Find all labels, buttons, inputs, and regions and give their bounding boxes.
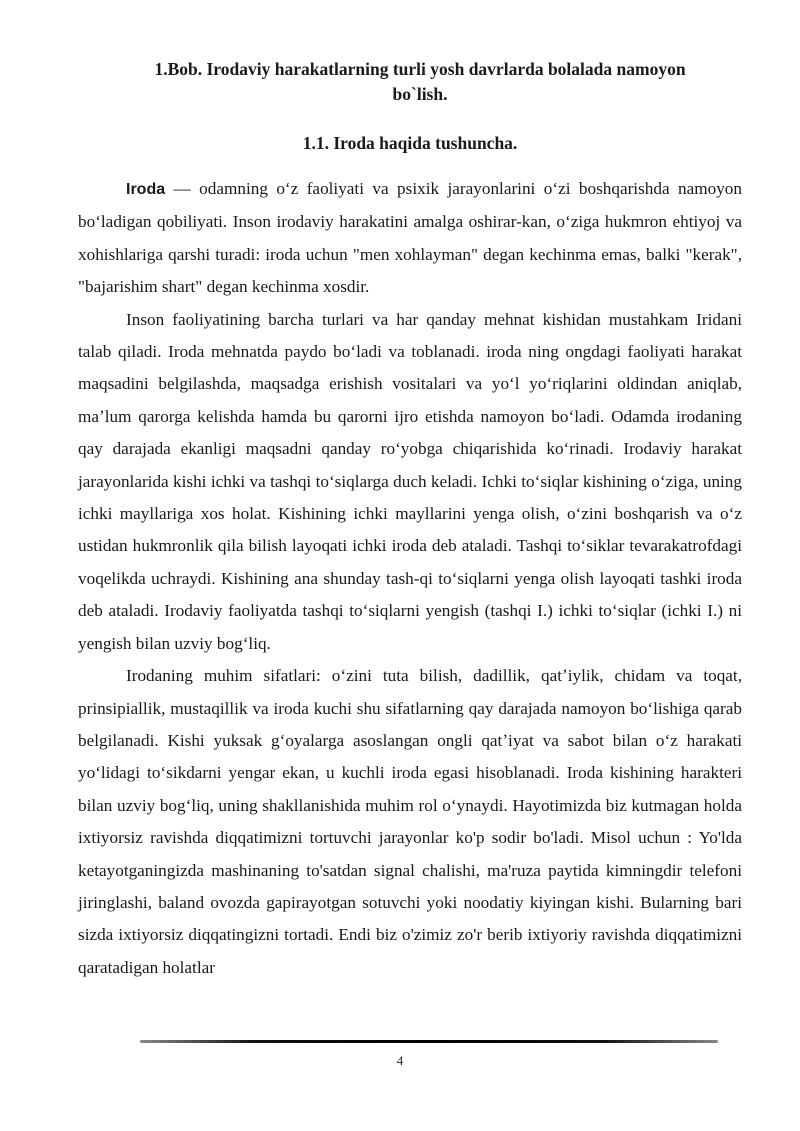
paragraph-3: Irodaning muhim sifatlari: oʻzini tuta bilish, dadillik, qatʼiylik, chidam va toqat, prinsipiallik, mustaqillik va iroda kuchi shu sifatlarning qay darajada namoyon boʻlishiga qarab belgilanadi. Kishi yuksak gʻoyalarga asoslangan ongli qatʼiyat va sabot bilan oʻz harakati yoʻlidagi toʻsikdarni yengar ekan, u kuchli iroda egasi hisoblanadi. Iroda kishining harakteri bilan uzviy bogʻliq, uning shakllanishida muhim rol oʻynaydi. Hayotimizda biz kutmagan holda ixtiyorsiz ravishda diqqatimizni tortuvchi jarayonlar ko'p sodir bo'ladi. Misol uchun : Yo'lda ketayotganingizda mashinaning to'satdan signal chalishi, ma'ruza paytida kimningdir telefoni jiringlashi, baland ovozda gapirayotgan sotuvchi yoki noodatiy kiyingan kishi. Bularning bari sizda ixtiyorsiz diqqatingizni tortadi. Endi biz o'zimiz zo'r berib ixtiyoriy ravishda diqqatimizni qaratadigan holatlar <box>78 666 742 977</box>
chapter-title-line-2: bo`lish. <box>392 84 448 104</box>
page-number: 4 <box>396 1053 404 1068</box>
paragraph-1-text: — odamning oʻz faoliyati va psixik jarayonlarini oʻzi boshqarishda namoyon boʻladigan qobiliyati. Inson irodaviy harakatini amalga oshirar-kan, oʻziga hukmron ehtiyoj va xohishlariga qarshi turadi: iroda uchun "men xohlayman" degan kechinma emas, balki "kerak", "bajarishim shart" degan kechinma xosdir. <box>78 179 742 297</box>
footer-rule <box>140 1040 718 1043</box>
chapter-title <box>100 57 740 107</box>
body-text <box>78 173 742 984</box>
chapter-title-line-1: 1.Bob. Irodaviy harakatlarning turli yosh davrlarda bolalada namoyon <box>154 59 686 79</box>
paragraph-2: Inson faoliyatining barcha turlari va har qanday mehnat kishidan mustahkam Iridani talab qiladi. Iroda mehnatda paydo boʻladi va toblanadi. iroda ning ongdagi faoliyati harakat maqsadini belgilashda, maqsadga erishish vositalari va yoʻl yoʻriqlarini oldindan aniqlab, maʼlum qarorga kelishda hamda bu qarorni ijro etishda namoyon boʻladi. Odamda irodaning qay darajada ekanligi maqsadni qanday roʻyobga chiqarishida koʻrinadi. Irodaviy harakat jarayonlarida kishi ichki va tashqi toʻsiqlarga duch keladi. Ichki toʻsiqlar kishining oʻziga, uning ichki mayllariga xos holat. Kishining ichki mayllarini yenga olish, oʻzini boshqarish va oʻz ustidan hukmronlik qila bilish layoqati ichki iroda deb ataladi. Tashqi toʻsiklar tevarakatrofdagi voqelikda uchraydi. Kishining ana shunday tash-qi toʻsiqlarni yenga olish layoqati tashki iroda deb ataladi. Irodaviy faoliyatda tashqi toʻsiqlarni yengish (tashqi I.) ichki toʻsiqlar (ichki I.) ni yengish bilan uzviy bogʻliq. <box>78 309 742 653</box>
section-title: 1.1. Iroda haqida tushuncha. <box>302 133 518 153</box>
paragraph-1 <box>78 173 742 304</box>
lead-term: Iroda <box>126 181 166 198</box>
